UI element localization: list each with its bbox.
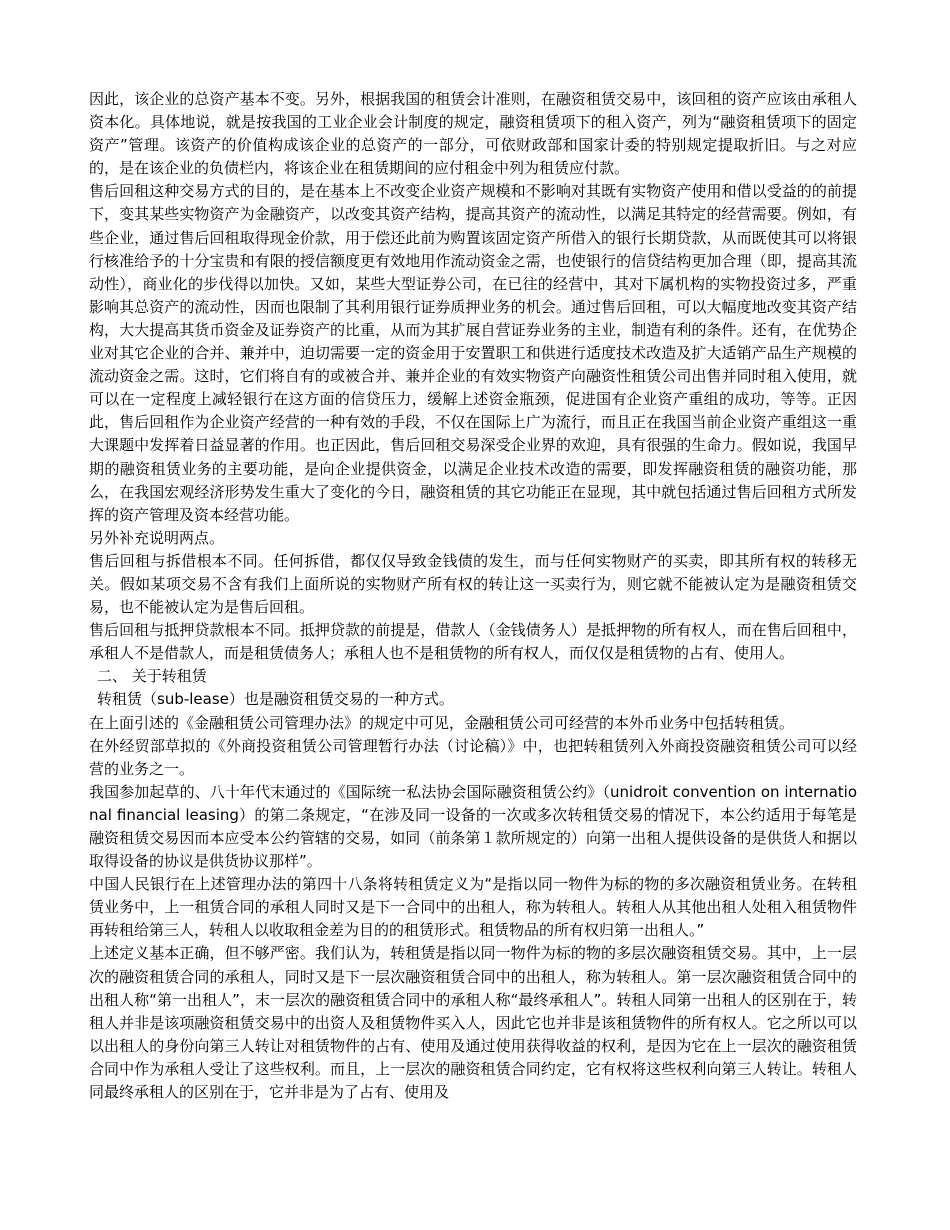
paragraph-sublease-definition: 转租赁（sub-lease）也是融资租赁交易的一种方式。: [97, 690, 454, 709]
paragraph-sale-leaseback-purpose: 售后回租这种交易方式的目的，是在基本上不改变企业资产规模和不影响对其既有实物资产使用和借以受益的的前提下，变其某些实物资产为金融资产，以改变其资产结构，提高其资产的流动性，以满足其特定的经营需要。例如，有些企业，通过售后回租取得现金价款，用于偿还此前为购置该固定资产所借入的银行长期贷款，从而既使其可以将银行核准给予的十分宝贵和有限的授信额度更有效地用作流动资金之需，也使银行的信贷结构更加合理（即，提高其流动性），商业化的步伐得以加快。又如，某些大型证券公司，在已往的经营中，其对下属机构的实物投资过多，严重影响其总资产的流动性，因而也限制了其利用银行证券质押业务的机会。通过售后回租，可以大幅度地改变其资产结构，大大提高其货币资金及证券资产的比重，从而为其扩展自营证券业务的主业，制造有利的条件。还有，在优势企业对其它企业的合并、兼并中，迫切需要一定的资金用于安置职工和供进行适度技术改造及扩大适销产品生产规模的流动资金之需。这时，它们将自有的或被合并、兼并企业的有效实物资产向融资性租赁公司出售并同时租入使用，就可以在一定程度上减轻银行在这方面的信贷压力，缓解上述资金瓶颈，促进国有企业资产重组的成功，等等。正因此，售后回租作为企业资产经营的一种有效的手段，不仅在国际上广为流行，而且正在我国当前企业资产重组这一重大课题中发挥着日益显著的作用。也正因此，售后回租交易深受企业界的欢迎，具有很强的生命力。假如说，我国早期的融资租赁业务的主要功能，是向企业提供资金，以满足企业技术改造的需要，即发挥融资租赁的融资功能，那么，在我国宏观经济形势发生重大了变化的今日，融资租赁的其它功能正在显现，其中就包括通过售后回租方式所发挥的资产管理及资本经营功能。: [89, 182, 857, 524]
paragraph-vs-interbank-lending: 售后回租与拆借根本不同。任何拆借，都仅仅导致金钱债的发生，而与任何实物财产的买卖，即其所有权的转移无关。假如某项交易不含有我们上面所说的实物财产所有权的转让这一买卖行为，则它就不能被认定为是融资租赁交易，也不能被认定为是售后回租。: [89, 551, 857, 617]
paragraph-author-definition: 上述定义基本正确，但不够严密。我们认为，转租赁是指以同一物件为标的物的多层次融资租赁交易。其中，上一层次的融资租赁合同的承租人，同时又是下一层次融资租赁合同中的出租人，称为转租人。第一层次融资租赁合同中的出租人称“第一出租人”，末一层次的融资租赁合同中的承租人称“最终承租人”。转租人同第一出租人的区别在于，转租人并非是该项融资租赁交易中的出资人及租赁物件买入人，因此它也并非是该租赁物件的所有权人。它之所以可以以出租人的身份向第三人转让对租赁物件的占有、使用及通过使用获得收益的权利，是因为它在上一层次的融资租赁合同中作为承租人受让了这些权利。而且，上一层次的融资租赁合同约定，它有权将这些权利向第三人转让。转租人同最终承租人的区别在于，它并非是为了占有、使用及: [89, 944, 857, 1102]
paragraph-pboc-definition: 中国人民银行在上述管理办法的第四十八条将转租赁定义为“是指以同一物件为标的物的多次融资租赁业务。在转租赁业务中，上一租赁合同的承租人同时又是下一合同中的出租人，称为转租人。转租人从其他出租人处租入租赁物件再转租给第三人，转租人以收取租金差为目的的租赁形式。租赁物品的所有权归第一出租人。”: [89, 875, 857, 940]
paragraph-unidroit-convention: 我国参加起草的、八十年代末通过的《国际统一私法协会国际融资租赁公约》（unidroit convention on international financial leasing）的第二条规定，“在涉及同一设备的一次或多次转租赁交易的情况下，本公约适用于每笔是融资租赁交易因而本应受本公约管辖的交易，如同（前条第１款所规定的）向第一出租人提供设备的是供货人和据以取得设备的协议是供货协议那样”。: [89, 782, 857, 871]
paragraph-additional-notes: 另外补充说明两点。: [89, 528, 225, 547]
paragraph-finance-lease-accounting: 因此，该企业的总资产基本不变。另外，根据我国的租赁会计准则，在融资租赁交易中，该回租的资产应该由承租人资本化。具体地说，就是按我国的工业企业会计制度的规定，融资租赁项下的租入资产，列为“融资租赁项下的固定资产”管理。该资产的价值构成该企业的总资产的一部分，可依财政部和国家计委的特别规定提取折旧。与之对应的，是在该企业的负债栏内，将该企业在租赁期间的应付租金中列为租赁应付款。: [89, 90, 857, 178]
document-page: [89, 88, 857, 1104]
paragraph-vs-mortgage-loan: 售后回租与抵押贷款根本不同。抵押贷款的前提是，借款人（金钱债务人）是抵押物的所有权人，而在售后回租中，承租人不是借款人，而是租赁债务人；承租人也不是租赁物的所有权人，而仅仅是租赁物的占有、使用人。: [89, 621, 857, 663]
paragraph-foreign-investment-draft: 在外经贸部草拟的《外商投资租赁公司管理暂行办法（讨论稿）》中，也把转租赁列入外商投资融资租赁公司可以经营的业务之一。: [89, 736, 857, 778]
section-heading-sublease: 二、 关于转租赁: [97, 667, 207, 686]
paragraph-financial-leasing-company-rules: 在上面引述的《金融租赁公司管理办法》的规定中可见，金融租赁公司可经营的本外币业务中包括转租赁。: [89, 713, 795, 732]
